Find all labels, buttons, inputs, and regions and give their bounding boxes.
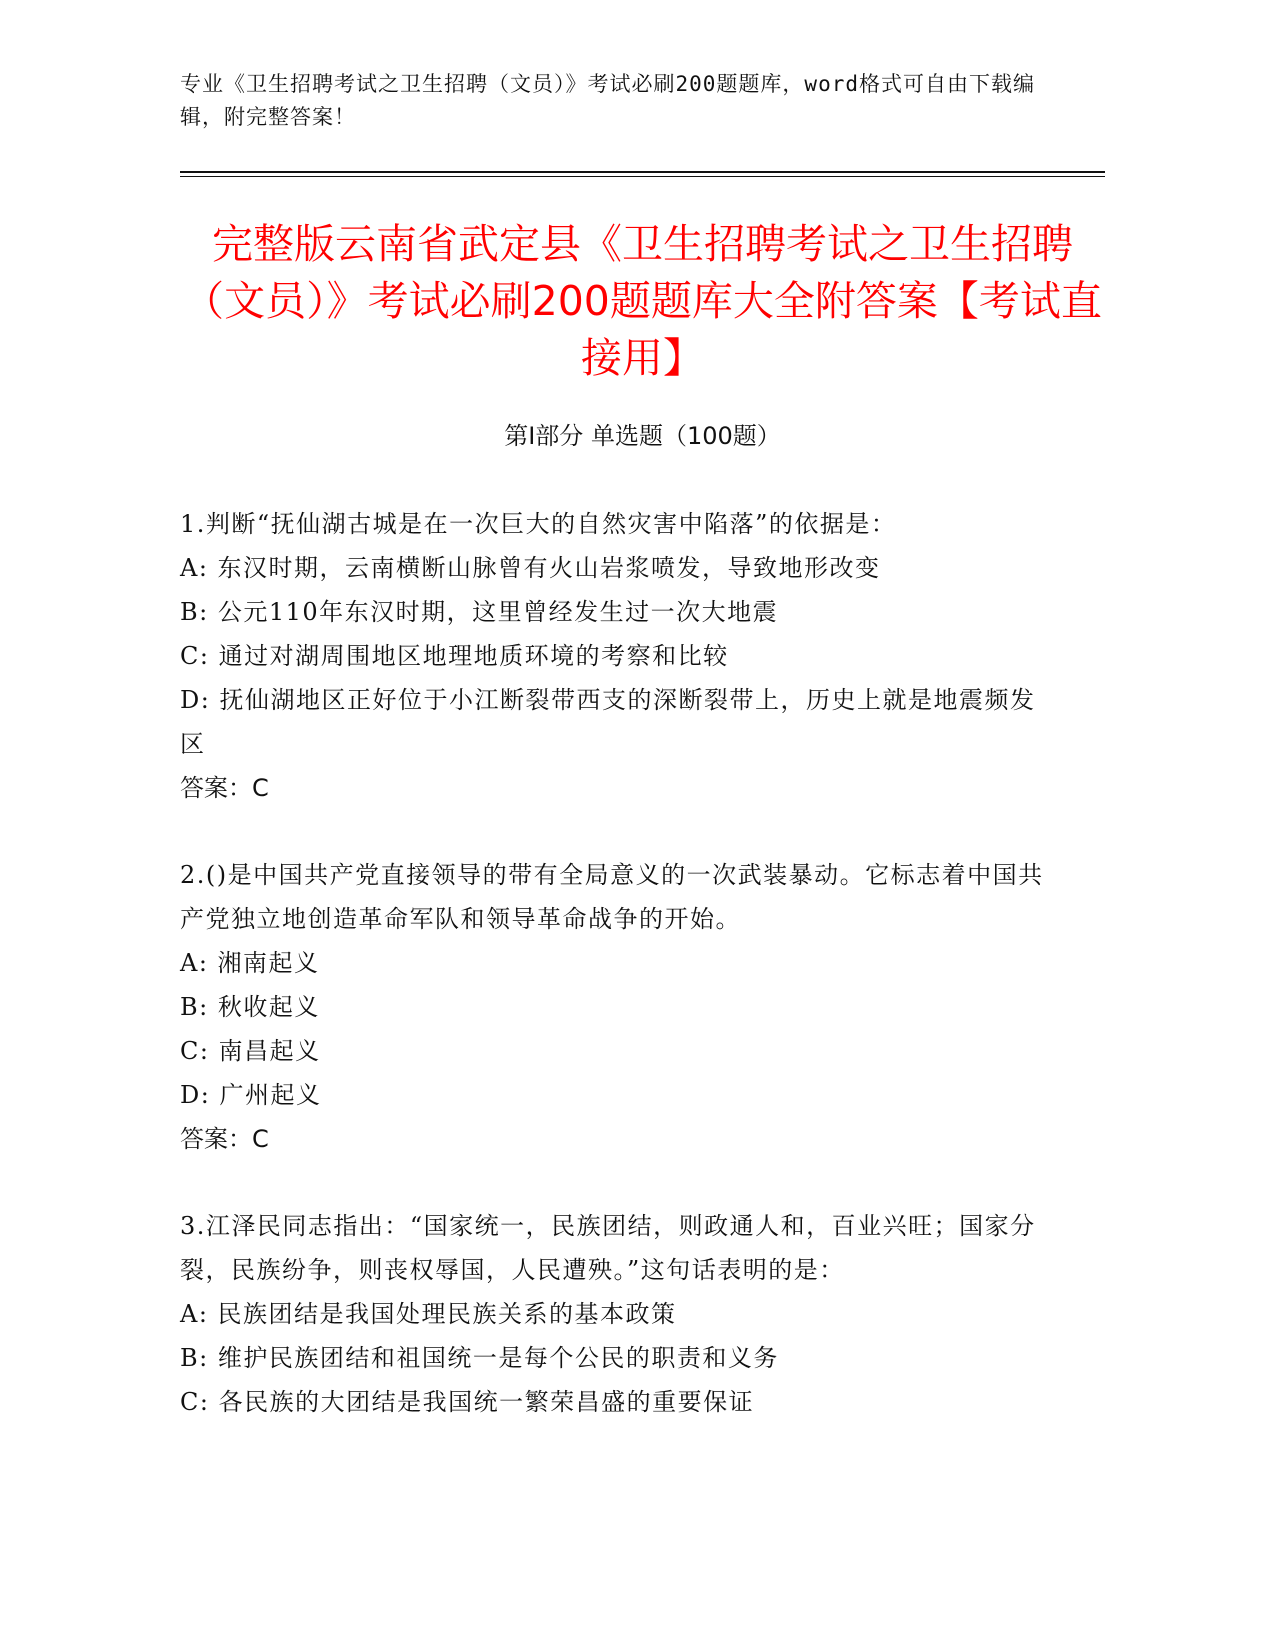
- option-d: D: 抚仙湖地区正好位于小江断裂带西支的深断裂带上，历史上就是地震频发区: [180, 686, 1036, 758]
- answer: 答案：C: [180, 1125, 269, 1153]
- option-b: B: 公元110年东汉时期，这里曾经发生过一次大地震: [180, 598, 779, 626]
- option-b: B: 秋收起义: [180, 993, 320, 1021]
- option-b: B: 维护民族团结和祖国统一是每个公民的职责和义务: [180, 1344, 779, 1372]
- option-c: C: 各民族的大团结是我国统一繁荣昌盛的重要保证: [180, 1388, 755, 1416]
- header-divider-thick: [180, 171, 1105, 173]
- option-c: C: 南昌起义: [180, 1037, 321, 1065]
- document-title: 完整版云南省武定县《卫生招聘考试之卫生招聘（文员）》考试必刷200题题库大全附答案【考试直接用】: [183, 220, 1102, 382]
- option-d: D: 广州起义: [180, 1081, 322, 1109]
- question-stem: 1.判断“抚仙湖古城是在一次巨大的自然灾害中陷落”的依据是：: [180, 510, 897, 538]
- option-c: C: 通过对湖周围地区地理地质环境的考察和比较: [180, 642, 729, 670]
- question-stem: 3.江泽民同志指出：“国家统一，民族团结，则政通人和，百业兴旺；国家分裂，民族纷争，则丧权辱国，人民遭殃。”这句话表明的是：: [180, 1212, 1036, 1284]
- option-a: A: 东汉时期，云南横断山脉曾有火山岩浆喷发，导致地形改变: [180, 554, 881, 582]
- option-a: A: 湘南起义: [180, 949, 320, 977]
- option-a: A: 民族团结是我国处理民族关系的基本政策: [180, 1300, 677, 1328]
- question-3: [180, 1204, 1060, 1424]
- section-heading: 第I部分 单选题（100题）: [504, 422, 781, 450]
- question-list: [180, 502, 1060, 1467]
- question-2: [180, 853, 1060, 1161]
- question-1: [180, 502, 1060, 810]
- header-divider-thin: [180, 176, 1105, 177]
- header-note: 专业《卫生招聘考试之卫生招聘（文员）》考试必刷200题题库，word格式可自由下载编辑，附完整答案！: [180, 72, 1035, 129]
- answer: 答案：C: [180, 774, 269, 802]
- question-stem: 2.()是中国共产党直接领导的带有全局意义的一次武装暴动。它标志着中国共产党独立地创造革命军队和领导革命战争的开始。: [180, 861, 1044, 933]
